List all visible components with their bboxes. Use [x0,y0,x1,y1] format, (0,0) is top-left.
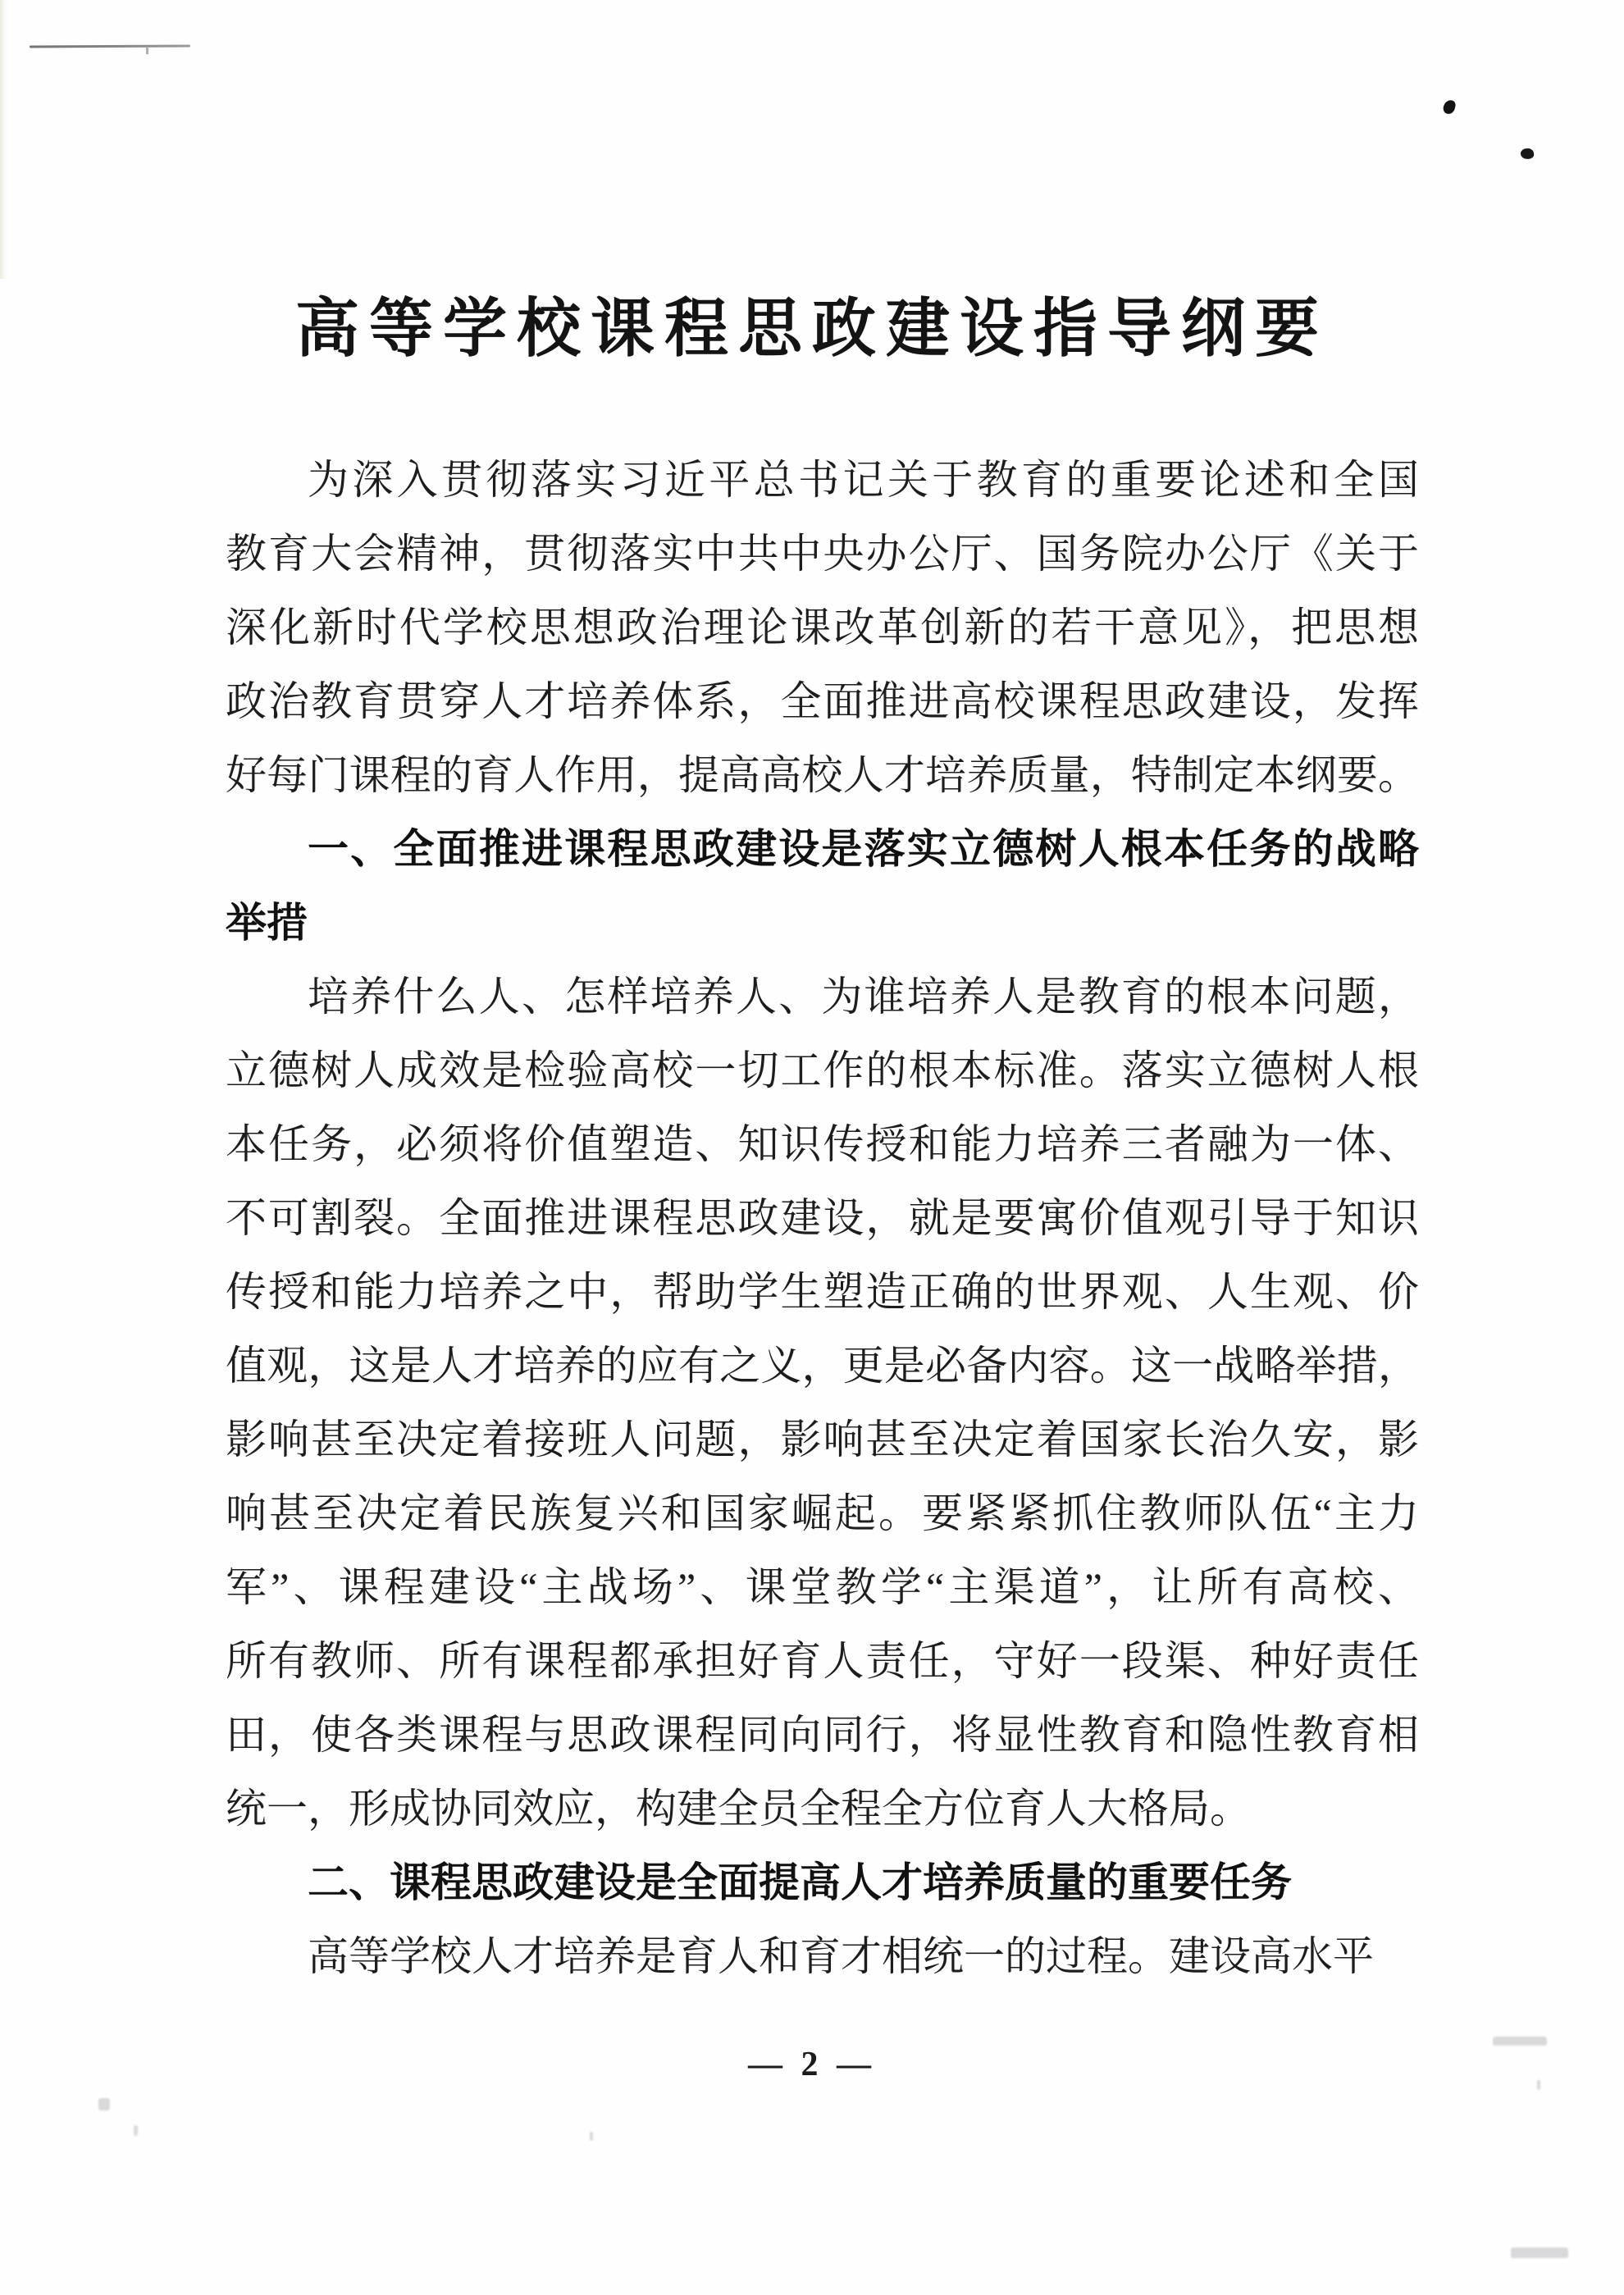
text-line: 军”、课程建设“主战场”、课堂教学“主渠道”，让所有高校、 [226,1564,1419,1610]
document-body [226,443,1419,1993]
scan-artifact-line [30,44,190,48]
text-line: 深化新时代学校思想政治理论课改革创新的若干意见》，把思想 [226,605,1419,650]
document-title: 高等学校课程思政建设指导纲要 [294,292,1329,364]
text-line: 统一，形成协同效应，构建全员全程全方位育人大格局。 [226,1786,1251,1832]
text-line: 所有教师、所有课程都承担好育人责任，守好一段渠、种好责任 [226,1638,1419,1684]
text-line: 田，使各类课程与思政课程同向同行，将显性教育和隐性教育相 [226,1712,1419,1758]
text-line: 立德树人成效是检验高校一切工作的根本标准。落实立德树人根 [226,1047,1419,1093]
scan-artifact-speck [590,2132,593,2141]
text-line: 好每门课程的育人作用，提高高校人才培养质量，特制定本纲要。 [226,752,1419,798]
section-heading: 一、全面推进课程思政建设是落实立德树人根本任务的战略 [308,826,1419,872]
text-line: 本任务，必须将价值塑造、知识传授和能力培养三者融为一体、 [226,1121,1419,1167]
scan-artifact-speck [134,2125,138,2136]
page-number: — 2 — [748,2046,876,2083]
text-line: 影响甚至决定着接班人问题，影响甚至决定着国家长治久安，影 [226,1417,1419,1462]
scan-artifact-edge-band [0,0,9,279]
scan-artifact-tick [146,48,148,54]
scan-artifact-speck [1511,2247,1568,2258]
scan-artifact-speck [98,2098,110,2110]
text-line: 响甚至决定着民族复兴和国家崛起。要紧紧抓住教师队伍“主力 [226,1490,1419,1536]
section-heading: 二、课程思政建设是全面提高人才培养质量的重要任务 [308,1859,1292,1905]
text-line: 政治教育贯穿人才培养体系，全面推进高校课程思政建设，发挥 [226,678,1419,724]
text-line: 值观，这是人才培养的应有之义，更是必备内容。这一战略举措， [226,1343,1419,1389]
text-line: 培养什么人、怎样培养人、为谁培养人是教育的根本问题， [308,974,1419,1020]
scan-artifact-ink-dot [1520,148,1535,160]
scan-artifact-ink-dot [1442,99,1456,116]
text-line: 不可割裂。全面推进课程思政建设，就是要寓价值观引导于知识 [226,1195,1419,1241]
text-line: 传授和能力培养之中，帮助学生塑造正确的世界观、人生观、价 [226,1269,1419,1315]
text-line: 为深入贯彻落实习近平总书记关于教育的重要论述和全国 [308,457,1419,503]
text-line: 高等学校人才培养是育人和育才相统一的过程。建设高水平 [308,1933,1374,1979]
text-line: 教育大会精神，贯彻落实中共中央办公厅、国务院办公厅《关于 [226,531,1419,577]
section-heading: 举措 [226,900,308,946]
